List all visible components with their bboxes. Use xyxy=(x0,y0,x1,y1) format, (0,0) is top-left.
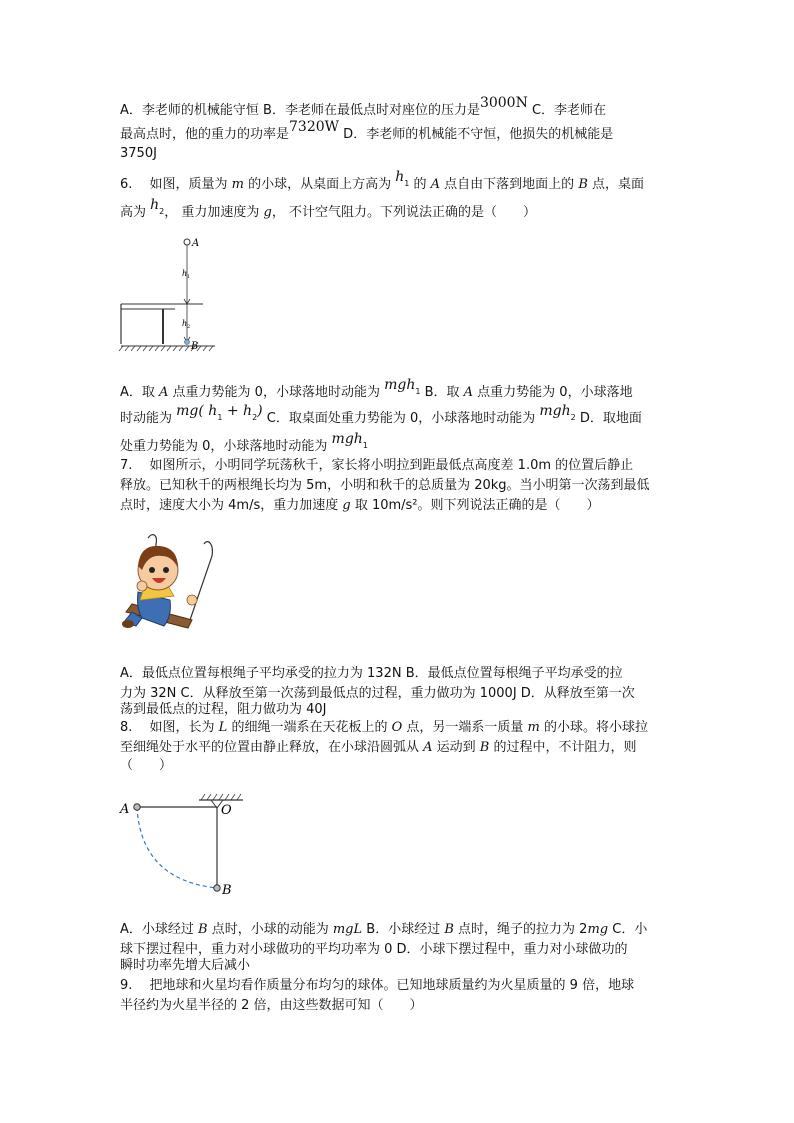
q5-options-line-3: 3750J xyxy=(120,146,157,161)
text: 运动到 xyxy=(432,740,480,755)
subscript: 1 xyxy=(415,386,421,396)
text: C．取桌面处重力势能为 0，小球落地时动能为 xyxy=(262,411,540,426)
formula: ) xyxy=(257,403,263,419)
q8-options-line-3: 瞬时功率先增大后减小 xyxy=(120,958,251,973)
boy-eye-right xyxy=(163,567,169,573)
subscript: 2 xyxy=(159,206,165,216)
text: A．李老师的机械能守恒 B．李老师在最低点时对座位的压力是 xyxy=(120,103,480,118)
subscript: 2 xyxy=(252,412,258,422)
var-g: g xyxy=(342,498,351,513)
text: 取 10m/s²。则下列说法正确的是（ ） xyxy=(350,498,600,513)
q8-stem-line-2 xyxy=(120,738,637,758)
q5-options-line-2 xyxy=(120,119,614,145)
q7-options-line-3: 荡到最低点的过程，阻力做功为 40J xyxy=(120,702,327,717)
q7-stem-line-1: 7. 如图所示，小明同学玩荡秋千，家长将小明拉到距最低点高度差 1.0m 的位置后静止 xyxy=(120,458,634,473)
q7-swing-illustration xyxy=(118,530,218,642)
boy-eye-left xyxy=(149,567,155,573)
text: 点重力势能为 0，小球落地时动能为 xyxy=(168,385,385,400)
text: 点重力势能为 0，小球落地 xyxy=(473,385,633,400)
q8-stem-line-3: （ ） xyxy=(120,758,173,773)
formula-mgh: mgh xyxy=(539,403,571,419)
ball-B xyxy=(185,340,190,345)
power-value: 7320W xyxy=(289,119,340,135)
text: 点，桌面 xyxy=(587,177,645,192)
var-m: m xyxy=(527,720,540,735)
var-A: A xyxy=(463,385,474,400)
text: 的细绳一端系在天花板上的 xyxy=(227,720,392,735)
label-h2-sub: 2 xyxy=(187,324,191,330)
text: C．李老师在 xyxy=(527,103,607,118)
ball-B xyxy=(214,885,220,891)
q9-stem-line-2: 半径约为火星半径的 2 倍，由这些数据可知（ ） xyxy=(120,998,423,1013)
label-h1-sub: 1 xyxy=(187,274,191,280)
q7-stem-line-2: 释放。已知秋千的两根绳长均为 5m，小明和秋千的总质量为 20kg。当小明第一次荡到最低 xyxy=(120,478,650,493)
boy-hand xyxy=(187,595,197,605)
q8-options-line-1 xyxy=(120,920,647,940)
q7-options-line-1: A．最低点位置每根绳子平均承受的拉力为 132N B．最低点位置每根绳子平均承受的拉 xyxy=(120,666,623,681)
var-h: h xyxy=(150,197,160,213)
text: 时动能为 xyxy=(120,411,177,426)
text: 点时，绳子的拉力为 2 xyxy=(453,922,588,937)
var-A: A xyxy=(159,385,169,400)
label-A: A xyxy=(120,802,130,817)
swing-rope-right xyxy=(190,542,212,620)
formula-mg: mg xyxy=(587,922,609,937)
subscript: 1 xyxy=(362,440,368,450)
text: A．取 xyxy=(120,385,160,400)
subscript: 2 xyxy=(570,412,576,422)
q6-options-line-2 xyxy=(120,403,642,434)
text: 的小球。将小球拉 xyxy=(539,720,648,735)
text: 6. 如图，质量为 xyxy=(120,177,232,192)
formula-mgh: mgh xyxy=(384,377,416,393)
var-A: A xyxy=(423,740,433,755)
var-O: O xyxy=(391,720,403,735)
text: 的小球，从桌面上方高为 xyxy=(244,177,396,192)
subscript: 1 xyxy=(404,178,410,188)
ground-hatch xyxy=(119,346,213,351)
force-value: 3000N xyxy=(479,95,528,111)
label-A: A xyxy=(192,238,200,249)
text: 的过程中，不计阻力，则 xyxy=(489,740,637,755)
text: D．取地面 xyxy=(575,411,642,426)
var-h: h xyxy=(395,169,405,185)
var-L: L xyxy=(218,720,228,735)
text: D．李老师的机械能不守恒，他损失的机械能是 xyxy=(339,127,614,142)
text: 点自由下落到地面上的 xyxy=(440,177,579,192)
var-B: B xyxy=(444,922,454,937)
text: A．小球经过 xyxy=(120,922,199,937)
text: 点，另一端系一质量 xyxy=(402,720,528,735)
ceiling-hatch xyxy=(201,794,241,800)
subscript: 1 xyxy=(217,412,223,422)
var-B: B xyxy=(479,740,490,755)
ball-A xyxy=(184,239,190,245)
formula: mg( h xyxy=(176,403,218,419)
text: 最高点时，他的重力的功率是 xyxy=(120,127,290,142)
boy-hand-left xyxy=(137,581,147,591)
q7-stem-line-3 xyxy=(120,496,600,516)
text: 处重力势能为 0，小球落地时动能为 xyxy=(120,439,332,454)
formula-mgL: mgL xyxy=(332,922,363,937)
text: 点时，速度大小为 4m/s，重力加速度 xyxy=(120,498,343,513)
text: B．取 xyxy=(420,385,464,400)
label-h2: h xyxy=(182,319,188,328)
label-B: B xyxy=(222,883,232,898)
formula-mgh: mgh xyxy=(331,431,363,447)
text: ， 不计空气阻力。下列说法正确的是（ ） xyxy=(271,205,536,220)
text: 点时，小球的动能为 xyxy=(207,922,333,937)
q8-pendulum-figure xyxy=(115,788,250,898)
q5-options-line-1 xyxy=(120,95,607,121)
arc-path xyxy=(137,807,217,888)
text: 至细绳处于水平的位置由静止释放，在小球沿圆弧从 xyxy=(120,740,424,755)
formula: + h xyxy=(222,403,253,419)
q6-figure xyxy=(115,232,235,357)
text: C．小 xyxy=(608,922,648,937)
q6-stem-line-1 xyxy=(120,169,645,200)
var-m: m xyxy=(231,177,244,192)
q8-options-line-2: 球下摆过程中，重力对小球做功的平均功率为 0 D．小球下摆过程中，重力对小球做功的 xyxy=(120,942,628,957)
text: 8. 如图，长为 xyxy=(120,720,219,735)
text: ， 重力加速度为 xyxy=(164,205,264,220)
q8-stem-line-1 xyxy=(120,718,648,738)
var-B: B xyxy=(198,922,208,937)
boy-shoe xyxy=(122,620,134,628)
ball-A xyxy=(134,804,140,810)
var-A: A xyxy=(430,177,441,192)
var-B: B xyxy=(578,177,588,192)
text: B．小球经过 xyxy=(362,922,445,937)
q7-options-line-2: 力为 32N C．从释放至第一次荡到最低点的过程，重力做功为 1000J D．从释放至第一次 xyxy=(120,686,635,701)
text: 高为 xyxy=(120,205,151,220)
text: 的 xyxy=(409,177,431,192)
label-O: O xyxy=(221,803,232,818)
var-g: g xyxy=(263,205,272,220)
q9-stem-line-1: 9. 把地球和火星均看作质量分布均匀的球体。已知地球质量约为火星质量的 9 倍，地球 xyxy=(120,978,635,993)
q6-stem-line-2 xyxy=(120,197,536,228)
label-B: B xyxy=(191,341,199,352)
label-h1: h xyxy=(182,269,188,278)
